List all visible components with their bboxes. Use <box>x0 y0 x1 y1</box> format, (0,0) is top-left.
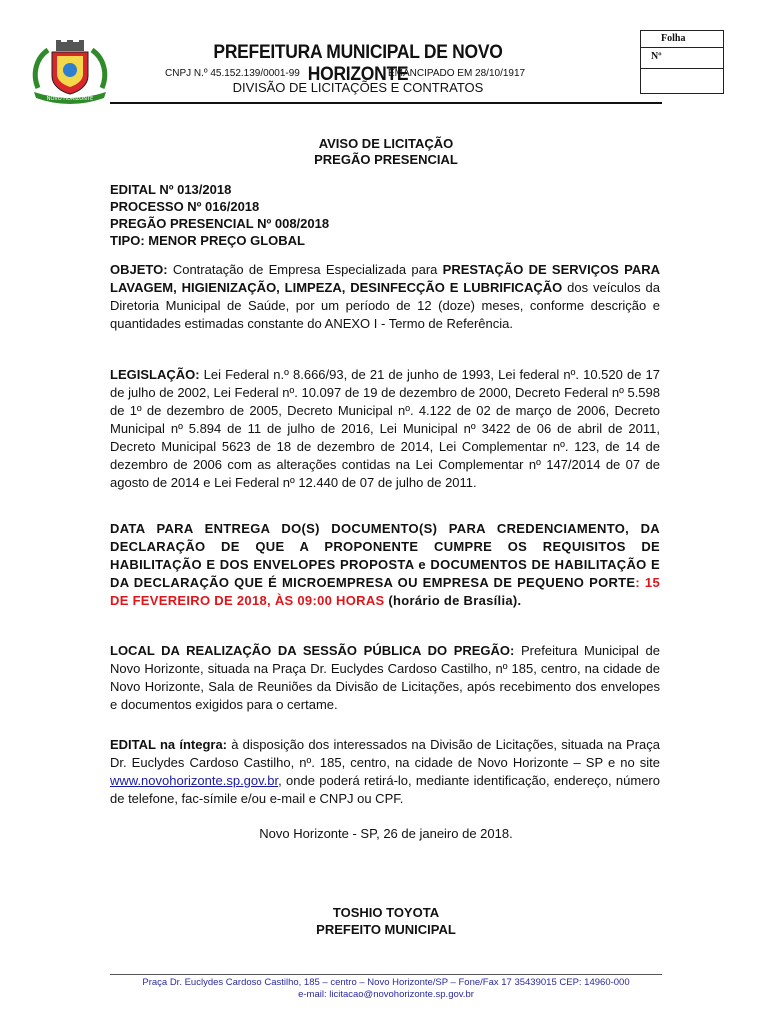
local-label: LOCAL DA REALIZAÇÃO DA SESSÃO PÚBLICA DO PREGÃO: <box>110 643 515 658</box>
emancipation-date: EMANCIPADO EM 28/10/1917 <box>388 68 526 79</box>
local-paragraph <box>110 642 660 714</box>
edital-integra-text1: à disposição dos interessados na Divisão de Licitações, situada na Praça Dr. Euclydes Cardoso Castilho, nº. 185, centro, na cidade de Novo Horizonte – SP e no site <box>110 737 660 770</box>
website-link[interactable]: www.novohorizonte.sp.gov.br <box>110 773 279 788</box>
data-entrega-paragraph <box>110 520 660 610</box>
division-name: DIVISÃO DE LICITAÇÕES E CONTRATOS <box>232 80 484 95</box>
aviso-title: AVISO DE LICITAÇÃO <box>318 136 454 151</box>
objeto-text2: dos veículos da Diretoria Municipal de Saúde, por um período de 12 (doze) meses, conforme descrição e quantidades estimadas constante do ANEXO I - Termo de Referência. <box>110 280 660 331</box>
footer-divider <box>110 974 662 975</box>
data-entrega-suffix: (horário de Brasília). <box>384 593 522 608</box>
folha-label: Folha <box>641 31 723 48</box>
edital-integra-label: EDITAL na íntegra: <box>110 737 228 752</box>
edital-integra-text2: , onde poderá retirá-lo, mediante identificação, endereço, número de telefone, fac-símile e/ou e-mail e CNPJ ou CPF. <box>110 773 660 806</box>
local-text: Prefeitura Municipal de Novo Horizonte, situada na Praça Dr. Euclydes Cardoso Castilho, nº 185, centro, na cidade de Novo Horizonte, Sala de Reuniões da Divisão de Licitações, após recebimento dos envelopes e documentos exigidos para o certame. <box>110 643 660 712</box>
crest-ribbon-text: NOVO HORIZONTE <box>46 96 94 102</box>
objeto-label: OBJETO: <box>110 262 168 277</box>
edital-integra-paragraph <box>110 736 660 808</box>
cnpj-number: CNPJ N.º 45.152.139/0001-99 <box>165 68 300 79</box>
notice-title <box>110 136 662 168</box>
signature-block <box>110 904 662 938</box>
legislacao-text: Lei Federal n.º 8.666/93, de 21 de junho de 1993, Lei federal nº. 10.520 de 17 de julho de 2002, Lei Federal nº. 10.097 de 19 de dezembro de 2000, Decreto Federal nº 5.598 de 1º de dezembro de 2005, Decreto Municipal nº. 4.122 de 02 de março de 2006, Decreto Municipal nº 5.894 de 11 de julho de 2016, Lei Municipal nº 3422 de 06 de abril de 2011, Decreto Municipal 5623 de 18 de dezembro de 2014, Lei Complementar nº. 123, de 14 de dezembro de 2006 com as alterações contidas na Lei Complementar nº 147/2014 de 07 de agosto de 2014 e Lei Federal nº 12.440 de 07 de julho de 2011. <box>110 367 660 490</box>
data-entrega-date: : 15 DE FEVEREIRO DE 2018, ÀS 09:00 HORAS <box>110 575 660 608</box>
processo-number: PROCESSO Nº 016/2018 <box>110 199 260 214</box>
pregao-subtitle: PREGÃO PRESENCIAL <box>314 152 458 167</box>
footer-email[interactable]: e-mail: licitacao@novohorizonte.sp.gov.br <box>298 989 474 1000</box>
pregao-number: PREGÃO PRESENCIAL Nº 008/2018 <box>110 216 330 231</box>
header-divider <box>110 102 662 104</box>
edital-number: EDITAL Nº 013/2018 <box>110 182 232 197</box>
data-entrega-text: DATA PARA ENTREGA DO(S) DOCUMENTO(S) PARA CREDENCIAMENTO, DA DECLARAÇÃO DE QUE A PROPONENTE CUMPRE OS REQUISITOS DE HABILITAÇÃO E DOS ENVELOPES PROPOSTA e DOCUMENTOS DE HABILITAÇÃO E DA DECLARAÇÃO QUE É MICROEMPRESA OU EMPRESA DE PEQUENO PORTE <box>110 521 660 590</box>
objeto-text1: Contratação de Empresa Especializada para <box>167 262 443 277</box>
footer <box>100 977 672 1001</box>
date-line: Novo Horizonte - SP, 26 de janeiro de 2018. <box>259 826 513 841</box>
signatory-role: PREFEITO MUNICIPAL <box>316 922 456 937</box>
numero-label: Nº <box>641 48 723 69</box>
signatory-name: TOSHIO TOYOTA <box>332 905 440 920</box>
legislacao-label: LEGISLAÇÃO: <box>110 367 200 382</box>
tipo-licitacao: TIPO: MENOR PREÇO GLOBAL <box>110 233 305 248</box>
coat-of-arms-icon <box>30 40 110 104</box>
edital-info <box>110 181 329 249</box>
footer-address: Praça Dr. Euclydes Cardoso Castilho, 185 – centro – Novo Horizonte/SP – Fone/Fax 17 35439015 CEP: 14960-000 <box>142 977 630 988</box>
legislacao-paragraph <box>110 366 660 492</box>
prefeitura-title: PREFEITURA MUNICIPAL DE NOVO HORIZONTE <box>213 42 503 85</box>
objeto-bold: PRESTAÇÃO DE SERVIÇOS PARA LAVAGEM, HIGIENIZAÇÃO, LIMPEZA, DESINFECÇÃO E LUBRIFICAÇÃO <box>110 262 660 295</box>
objeto-paragraph <box>110 261 660 333</box>
folha-box <box>640 30 724 94</box>
